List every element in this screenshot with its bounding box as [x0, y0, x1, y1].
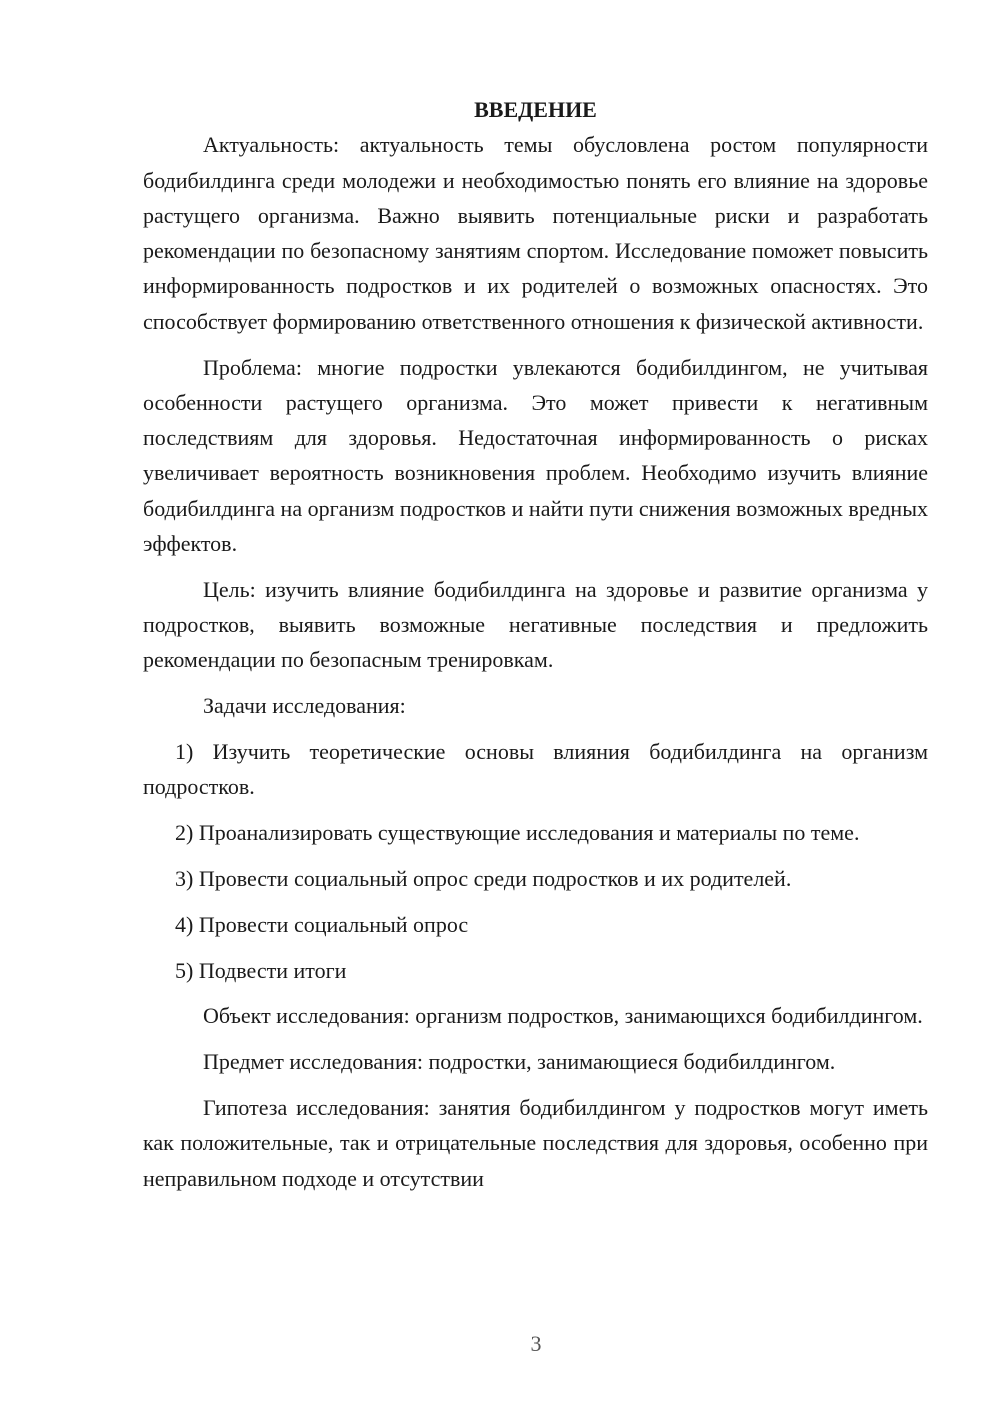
- task-item-3: 3) Провести социальный опрос среди подростков и их родителей.: [175, 865, 792, 891]
- tasks-heading: Задачи исследования:: [203, 693, 406, 719]
- paragraph-goal: Цель: изучить влияние бодибилдинга на здоровье и развитие организма у подростков, выявить возможные негативные последствия и предложить рекомендации по безопасным тренировкам.: [143, 576, 928, 673]
- paragraph-hypothesis: Гипотеза исследования: занятия бодибилдингом у подростков могут иметь как положительные, так и отрицательные последствия для здоровья, особенно при неправильном подходе и отсутствии: [143, 1094, 928, 1191]
- task-item-5: 5) Подвести итоги: [175, 957, 347, 983]
- task-item-4: 4) Провести социальный опрос: [175, 911, 469, 937]
- page-title: ВВЕДЕНИЕ: [474, 97, 597, 122]
- task-item-2: 2) Проанализировать существующие исследования и материалы по теме.: [175, 820, 860, 846]
- paragraph-relevance: Актуальность: актуальность темы обусловлена ростом популярности бодибилдинга среди молодежи и необходимостью понять его влияние на здоровье растущего организма. Важно выявить потенциальные риски и разработать рекомендации по безопасному занятиям спортом. Исследование поможет повысить информированность подростков и их родителей о возможных опасностях. Это способствует формированию ответственного отношения к физической активности.: [143, 132, 928, 334]
- paragraph-subject: Предмет исследования: подростки, занимающиеся бодибилдингом.: [203, 1049, 836, 1075]
- task-item-1: 1) Изучить теоретические основы влияния бодибилдинга на организм подростков.: [143, 739, 928, 800]
- paragraph-problem: Проблема: многие подростки увлекаются бодибилдингом, не учитывая особенности растущего организма. Это может привести к негативным последствиям для здоровья. Недостаточная информированность о рисках увеличивает вероятность возникновения проблем. Необходимо изучить влияние бодибилдинга на организм подростков и найти пути снижения возможных вредных эффектов.: [143, 354, 928, 557]
- page-number: 3: [530, 1331, 542, 1356]
- paragraph-object: Объект исследования: организм подростков, занимающихся бодибилдингом.: [203, 1003, 923, 1029]
- page-content: [143, 92, 928, 1206]
